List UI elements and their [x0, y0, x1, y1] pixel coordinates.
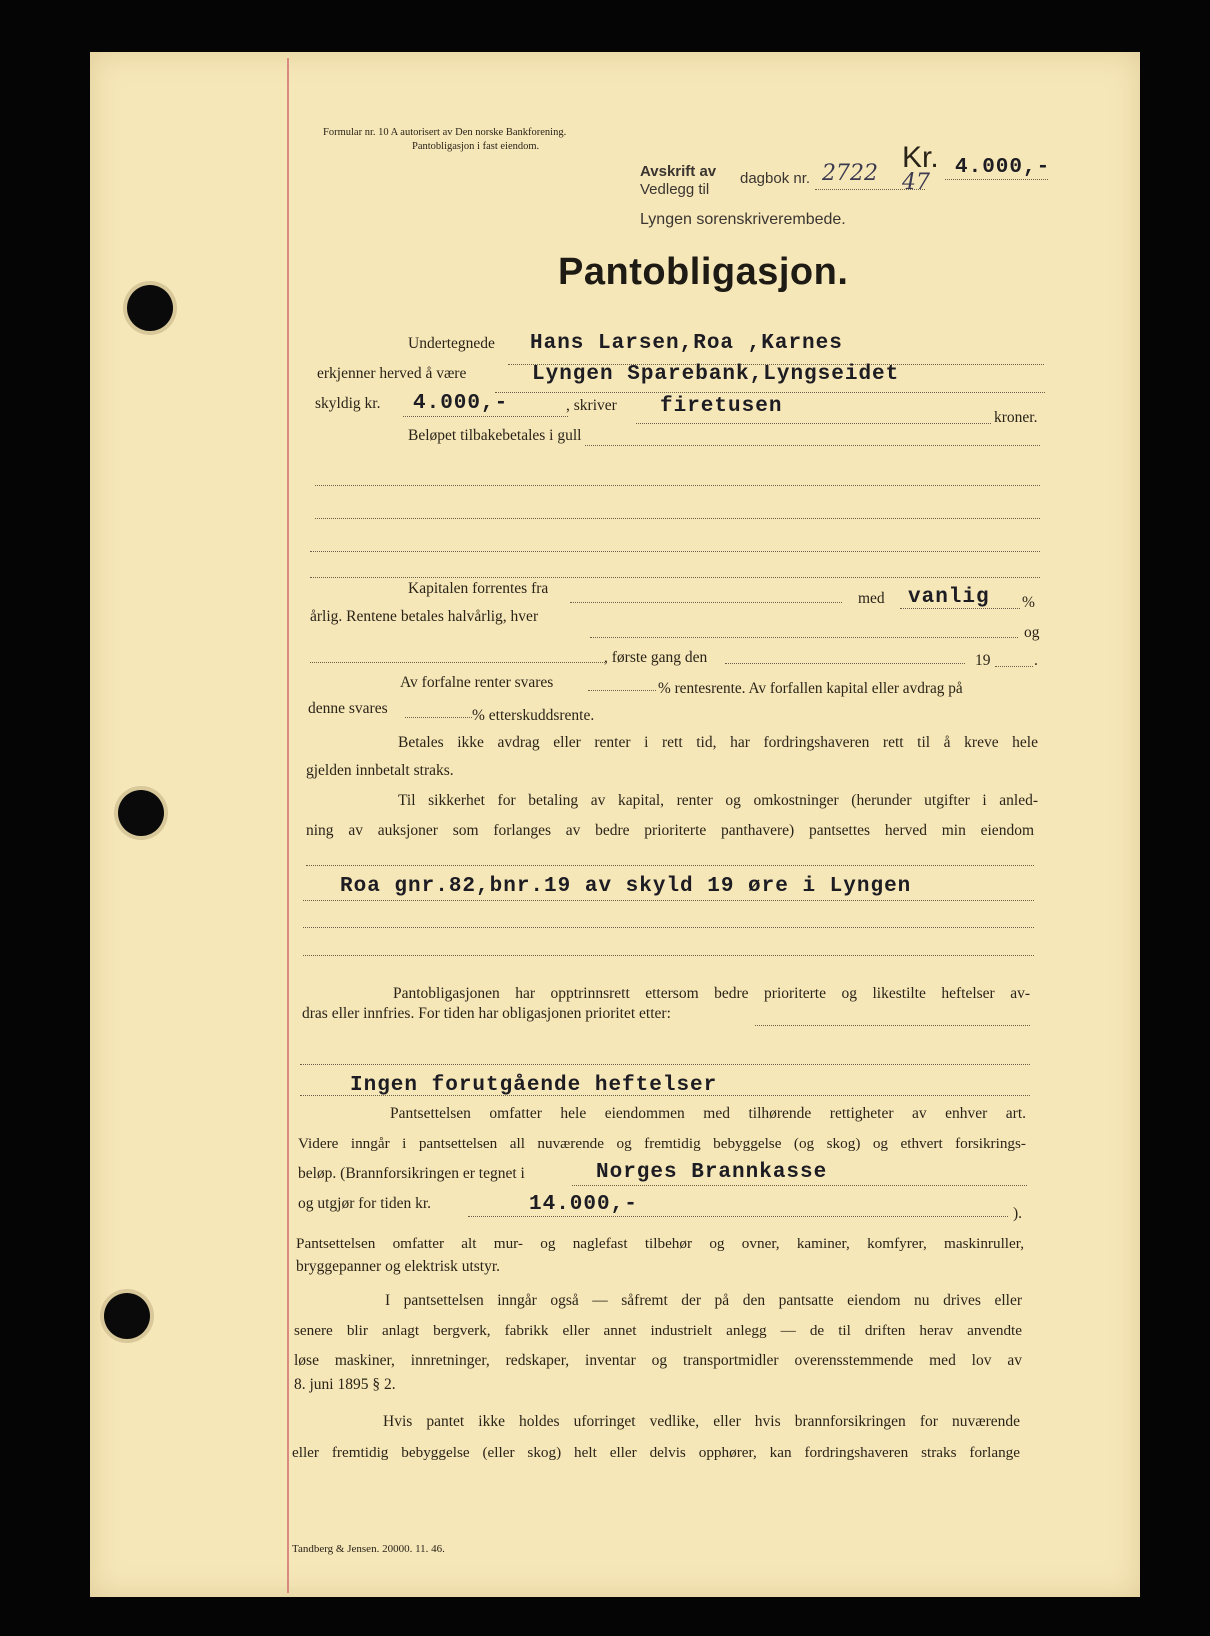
blank-line [303, 955, 1034, 956]
forrentes-label: Kapitalen forrentes fra [408, 580, 549, 597]
property-line [303, 900, 1034, 901]
amount-words-line [636, 423, 991, 424]
blank-line [315, 518, 1040, 519]
forfalne-label: Av forfalne renter svares [400, 674, 554, 691]
insured-line [468, 1216, 1008, 1217]
forste-line [725, 663, 965, 664]
para-bergverk-line4: 8. juni 1895 § 2. [294, 1376, 396, 1393]
para-betales-line1: Betales ikke avdrag eller renter i rett tid, har fordringshaveren rett til å kreve hele [398, 734, 1038, 751]
printer-imprint: Tandberg & Jensen. 20000. 11. 46. [292, 1543, 445, 1555]
kroner-label: kroner. [994, 409, 1038, 426]
stamp-avskrift: Avskrift av [640, 163, 717, 180]
para-omfatter-line2: Videre inngår i pantsettelsen all nuværende og fremtidig bebyggelse (og skog) og ethvert forsikrings- [298, 1135, 1026, 1152]
dagbok-line [815, 189, 925, 190]
punch-hole [118, 790, 164, 836]
skyldig-label: skyldig kr. [315, 395, 381, 412]
year-period: . [1034, 652, 1038, 669]
para-pant-line2: eller fremtidig bebyggelse (eller skog) helt eller delvis opphører, kan fordringshaveren straks forlange [292, 1444, 1020, 1461]
creditor-name: Lyngen Sparebank,Lyngseidet [532, 363, 900, 386]
para-prioritet-line2: dras eller innfries. For tiden har obligasjonen prioritet etter: [302, 1005, 671, 1022]
insured-amount: 14.000,- [529, 1193, 638, 1216]
gull-line [585, 445, 1040, 446]
forfalne-line [588, 690, 656, 691]
insurer-line [572, 1185, 1027, 1186]
erkjenner-label: erkjenner herved å være [317, 365, 467, 382]
para-bergverk-line3: løse maskiner, innretninger, redskaper, inventar og transportmidler overensstemmende med lov av [294, 1352, 1022, 1369]
para-sikkerhet-line1: Til sikkerhet for betaling av kapital, renter og omkostninger (herunder utgifter i anled- [398, 792, 1038, 809]
document-title: Pantobligasjon. [558, 251, 849, 293]
punch-hole [104, 1293, 150, 1339]
form-number-line: Formular nr. 10 A autorisert av Den norske Bankforening. [323, 127, 567, 138]
undertegnede-label: Undertegnede [408, 335, 495, 352]
dagbok-year: 47 [902, 170, 930, 195]
etterskudd-text: % etterskuddsrente. [472, 707, 595, 724]
arlig-line [590, 637, 1018, 638]
punch-hole [127, 285, 173, 331]
para-bergverk-line1: I pantsettelsen inngår også — såfremt der på den pantsatte eiendom nu drives eller [385, 1292, 1022, 1309]
og-label: og [1024, 624, 1040, 641]
debt-amount-line [403, 416, 568, 417]
denne-label: denne svares [308, 700, 388, 717]
kr-label: Kr. [902, 141, 939, 174]
creditor-line [495, 392, 1045, 393]
property-description: Roa gnr.82,bnr.19 av skyld 19 øre i Lyngen [340, 875, 912, 898]
rate-line [900, 608, 1020, 609]
kr-amount-line [945, 179, 1048, 180]
denne-line [405, 717, 472, 718]
forrentes-line [570, 602, 842, 603]
para-bergverk-line2: senere blir anlagt bergverk, fabrikk eller annet industrielt anlegg — de til driften herav anvendte [294, 1322, 1022, 1339]
interest-rate: vanlig [908, 586, 990, 609]
debt-amount: 4.000,- [413, 392, 509, 415]
para-mur-line1: Pantsettelsen omfatter alt mur- og naglefast tilbehør og ovner, kaminer, komfyrer, maskinruller, [296, 1235, 1024, 1252]
prior-line [300, 1095, 1030, 1096]
amount-in-words: firetusen [660, 395, 783, 418]
blank-line [306, 865, 1034, 866]
med-label: med [858, 590, 885, 607]
gull-label: Beløpet tilbakebetales i gull [408, 427, 582, 444]
para-prioritet-line1: Pantobligasjonen har opptrinnsrett ettersom bedre prioriterte og likestilte heftelser av- [393, 985, 1030, 1002]
blank-line [300, 1064, 1030, 1065]
arlig-label: årlig. Rentene betales halvårlig, hver [310, 608, 539, 625]
blank-line [315, 485, 1040, 486]
stamp-office: Lyngen sorenskriverembede. [640, 211, 846, 228]
utgjor-label: og utgjør for tiden kr. [298, 1195, 432, 1212]
skriver-label: , skriver [566, 397, 617, 414]
debtor-name: Hans Larsen,Roa ,Karnes [530, 332, 843, 355]
margin-rule [287, 58, 289, 1593]
year-prefix: 19 [975, 652, 991, 669]
insurer-name: Norges Brannkasse [596, 1161, 828, 1184]
form-type-line: Pantobligasjon i fast eiendom. [412, 141, 540, 152]
blank-line [310, 577, 1040, 578]
percent-sign: % [1022, 594, 1035, 611]
prioritet-line [755, 1025, 1030, 1026]
kr-amount: 4.000,- [955, 156, 1051, 179]
brann-label: beløp. (Brannforsikringen er tegnet i [298, 1165, 525, 1182]
para-pant-line1: Hvis pantet ikke holdes uforringet vedlike, eller hvis brannforsikringen for nuværende [383, 1413, 1020, 1430]
rentesrente-text: % rentesrente. Av forfallen kapital eller avdrag på [658, 680, 963, 697]
blank-line [303, 927, 1034, 928]
blank-line [310, 551, 1040, 552]
close-paren: ). [1013, 1205, 1023, 1222]
stamp-vedlegg: Vedlegg til [640, 181, 710, 198]
prior-encumbrances: Ingen forutgående heftelser [350, 1074, 718, 1097]
dagbok-number: 2722 [822, 161, 878, 186]
para-betales-line2: gjelden innbetalt straks. [306, 762, 454, 779]
date-line [310, 662, 605, 663]
forste-label: , første gang den [604, 649, 708, 666]
para-omfatter-line1: Pantsettelsen omfatter hele eiendommen med tilhørende rettigheter av enhver art. [390, 1105, 1026, 1122]
para-mur-line2: bryggepanner og elektrisk utstyr. [296, 1258, 501, 1275]
stamp-dagbok: dagbok nr. [740, 170, 811, 187]
para-sikkerhet-line2: ning av auksjoner som forlanges av bedre prioriterte panthavere) pantsettes herved min eiendom [306, 822, 1034, 839]
year-line [995, 666, 1033, 667]
